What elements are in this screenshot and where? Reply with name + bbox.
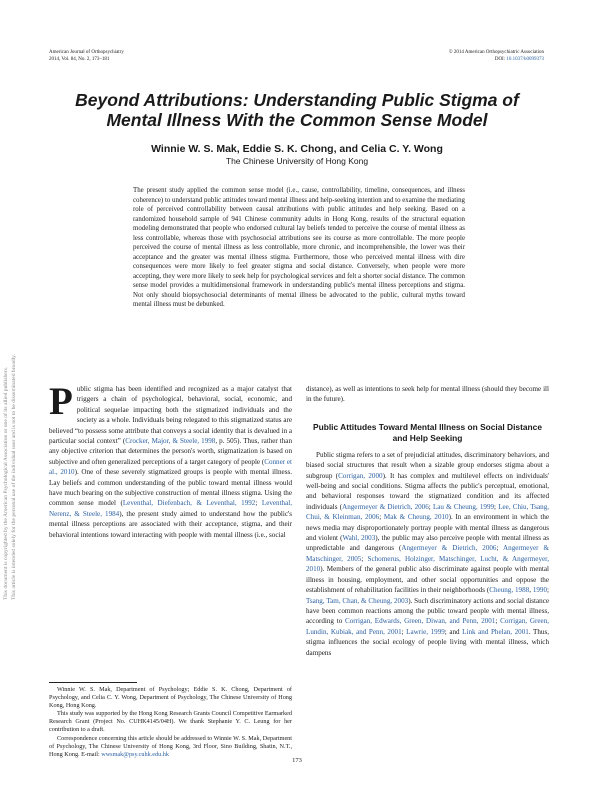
footnote-paragraph: This study was supported by the Hong Kong Research Grants Council Competitive Earmarked Research Grant (Project No. CUHK4145/04H). We thank Stephanie Y. C. Leung for her contribution to a draft. bbox=[49, 710, 292, 734]
citation-link[interactable]: Leventhal, Nerenz, & Steele, 1984 bbox=[49, 499, 292, 518]
drop-cap: P bbox=[49, 380, 73, 423]
doi-line bbox=[449, 56, 544, 63]
body-text: ; bbox=[428, 502, 433, 511]
article-title bbox=[40, 90, 554, 130]
doi-label: DOI: bbox=[494, 57, 507, 62]
body-text: ; bbox=[255, 499, 262, 508]
body-text: ), the public may also perceive people with mental illness as unpredictable and dangerous ( bbox=[306, 534, 550, 553]
citation-link[interactable]: Lee, Chiu, Tsang, Chui, & Kleinman, 2006 bbox=[306, 502, 550, 522]
body-text: . Thus, stigma influences the social ecology of people living with mental illness, which dampens bbox=[306, 627, 549, 657]
volume-line: 2014, Vol. 84, No. 2, 173–181 bbox=[49, 57, 110, 62]
body-column-right bbox=[306, 384, 549, 658]
journal-name: American Journal of Orthopsychiatry bbox=[49, 50, 124, 55]
body-text: ). One of these severely stigmatized groups is people with mental illness. Lay beliefs and common understanding of the public toward mental illness would have much bearing on the subjective construction of mental illness stigma. Using the common sense model ( bbox=[49, 468, 292, 508]
running-header-left bbox=[49, 49, 124, 63]
citation-link[interactable]: Crocker, Major, & Steele, 1998 bbox=[125, 437, 216, 446]
copyright-notice-line2: This article is intended solely for the personal use of the individual user and is not to be disseminated broadly. bbox=[11, 353, 17, 600]
body-text: ; bbox=[495, 617, 501, 626]
author-list: Winnie W. S. Mak, Eddie S. K. Chong, and Celia C. Y. Wong bbox=[151, 143, 443, 155]
title-line-2: Mental Illness With the Common Sense Model bbox=[106, 110, 488, 130]
citation-link[interactable]: Corrigan, Edwards, Green, Diwan, and Penn, 2001 bbox=[345, 617, 496, 626]
footnote-text: Correspondence concerning this article should be addressed to Winnie W. S. Mak, Department of Psychology, The Chinese University of Hong Kong, 3rd Floor, Sino Building, Shatin, N.T., Hong Kong. E-mail: bbox=[49, 734, 292, 758]
author-note bbox=[49, 686, 292, 759]
email-link[interactable]: wwsmak@psy.cuhk.edu.hk bbox=[101, 750, 169, 758]
footnote-paragraph bbox=[49, 735, 292, 759]
citation-link[interactable]: Link and Phelan, 2001 bbox=[462, 627, 529, 636]
body-text: ; bbox=[547, 586, 549, 595]
citation-link[interactable]: Leventhal, Diefenbach, & Leventhal, 1992 bbox=[122, 499, 256, 508]
section-heading: Public Attitudes Toward Mental Illness on Social Distance and Help Seeking bbox=[313, 421, 542, 443]
citation-link[interactable]: Schomerus, Holzinger, Matschinger, Lucht, & Angermeyer, 2010 bbox=[306, 554, 549, 574]
citation-link[interactable]: Corrigan, Green, Lundin, Kubiak, and Penn, 2001 bbox=[306, 617, 550, 636]
citation-link[interactable]: Mak & Cheung, 2010 bbox=[383, 513, 449, 522]
citation-link[interactable]: Lau & Cheung, 1999 bbox=[432, 502, 495, 511]
body-text: ). It has complex and multilevel effects on individuals' well-being and social conditions. Stigma affects the public's perceptual, emotional, and behavioral responses toward the stigmatized condition and its affected individuals ( bbox=[306, 471, 550, 511]
footnote-divider bbox=[49, 682, 137, 683]
copyright-line: © 2014 American Orthopsychiatric Association bbox=[448, 50, 544, 55]
body-text: ). Members of the general public also discriminate against people with mental illness in housing, employment, and other social opportunities and oppose the establishment of rehabilitation facilities in their neighborhoods ( bbox=[306, 565, 549, 595]
body-text: ; bbox=[379, 513, 384, 522]
body-text: ; bbox=[361, 554, 368, 563]
citation-link[interactable]: Tsang, Tam, Chan, & Cheung, 2003 bbox=[306, 596, 409, 605]
title-line-1: Beyond Attributions: Understanding Public Stigma of bbox=[75, 90, 519, 110]
body-text: ; bbox=[496, 544, 504, 553]
body-text: , p. 505). Thus, rather than any objective criterion that determines the person's worth, stigmatization is based on subjective and often generalized perceptions of a target category of people ( bbox=[49, 437, 292, 466]
citation-link[interactable]: 1990 bbox=[532, 586, 548, 595]
page-number: 173 bbox=[292, 757, 302, 764]
citation-link[interactable]: Lawrie, 1999 bbox=[406, 627, 445, 636]
citation-link[interactable]: Wahl, 2003 bbox=[342, 534, 376, 543]
abstract: The present study applied the common sense model (i.e., cause, controllability, timeline, consequences, and illness coherence) to understand public attitudes toward mental illness and help-seeking intention and to examine the mediating role of perceived controllability between causal attributions with public attitudes and help seeking. Based on a randomized household sample of 941 Chinese community adults in Hong Kong, results of the structural equation modeling demonstrated that people who endorsed cultural lay beliefs tended to perceive the course of mental illness as less controllable, whereas those with psychosocial attributions see its course as more controllable. The more people perceived the course of mental illness as less controllable, more chronic, and incomprehensible, the lower was their acceptance and the greater was mental illness stigma. Furthermore, those who perceived mental illness with dire consequences were more likely to feel greater stigma and social distance. Conversely, when people were more accepting, they were more likely to seek help for psychological services and felt a shorter social distance. The common sense model provides a multidimensional framework in understanding public's mental illness perceptions and stigma. Not only should biopsychosocial determinants of mental illness be advocated to the public, cultural myths toward mental illness must be debunked. bbox=[133, 187, 465, 308]
body-text: ). Such discriminatory actions and social distance have been common reactions among the public toward people with mental illness, according to bbox=[306, 596, 549, 626]
footnote-paragraph: Winnie W. S. Mak, Department of Psychology; Eddie S. K. Chong, Department of Psychology, and Celia C. Y. Wong, Department of Psychology, The Chinese University of Hong Kong, Hong Kong. bbox=[49, 686, 292, 710]
body-text: ublic stigma has been identified and recognized as a major catalyst that triggers a chain of psychological, behavioral, social, economic, and political sequelae impacting both the stigmatized individuals and the society as a whole. Individuals being relegated to this stigmatized status are believed “to possess some attribute that conveys a social identity that is devalued in a particular social context” ( bbox=[49, 385, 292, 446]
doi-link[interactable]: 10.1037/h0099373 bbox=[506, 57, 544, 62]
body-column-left bbox=[49, 380, 293, 540]
citation-link[interactable]: Angermeyer & Dietrich, 2006 bbox=[342, 502, 429, 511]
citation-link[interactable]: Cheung, 1988 bbox=[489, 586, 530, 595]
copyright-notice-line1: This document is copyrighted by the American Psychological Association or one of its allied publishers. bbox=[3, 366, 9, 600]
running-header-right bbox=[449, 49, 544, 63]
copyright-sidebar bbox=[2, 170, 26, 600]
citation-link[interactable]: Conner et al., 2010 bbox=[49, 457, 292, 477]
body-text: , bbox=[529, 586, 533, 595]
body-text: ; and bbox=[444, 627, 463, 636]
body-paragraph: distance), as well as intentions to seek help for mental illness (should they become ill in the future). bbox=[306, 385, 549, 404]
body-text: Public stigma refers to a set of prejudicial attitudes, discriminatory behaviors, and biased social structures that result when a sizable group endorses stigma about a subgroup ( bbox=[306, 450, 549, 480]
affiliation: The Chinese University of Hong Kong bbox=[225, 156, 369, 166]
body-text: ; bbox=[401, 627, 407, 636]
body-text: ), the present study aimed to understand how the public's mental illness perceptions are associated with their acceptance, stigma, and their behavioral intentions toward interacting with people with mental illness (i.e., social bbox=[49, 509, 293, 539]
body-paragraph bbox=[306, 450, 549, 658]
body-text: ; bbox=[494, 502, 499, 511]
citation-link[interactable]: Corrigan, 2000 bbox=[338, 471, 383, 480]
citation-link[interactable]: Angermeyer & Matschinger, 2005 bbox=[306, 544, 550, 563]
citation-link[interactable]: Angermeyer & Dietrich, 2006 bbox=[401, 544, 497, 553]
body-text: ). In an environment in which the news media may disproportionately portray people with mental illness as dangerous and violent ( bbox=[306, 513, 550, 543]
